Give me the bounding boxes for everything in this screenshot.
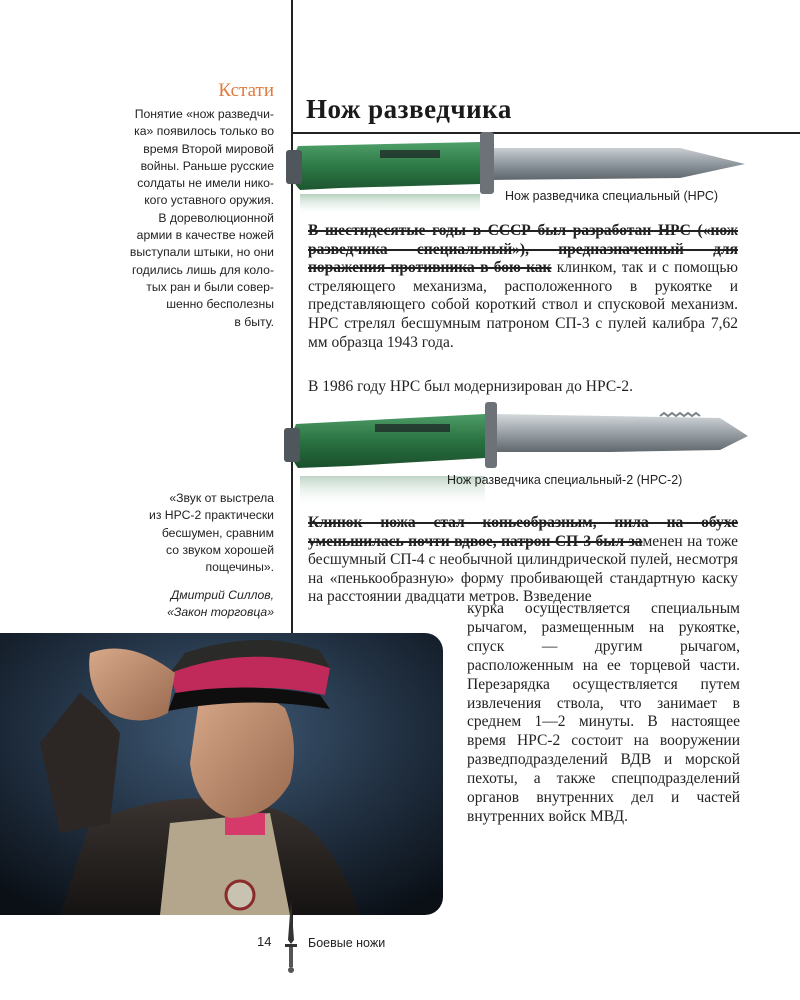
page-title: Нож разведчика [306, 94, 512, 124]
badge [226, 881, 254, 909]
column-divider [291, 0, 293, 635]
running-footer-title: Боевые ножи [308, 936, 386, 950]
pommel [286, 150, 302, 184]
paragraph-intro-rest: клинком, так и с помощью стреляющего механизма, расположенного в рукоятке и представляющего собой короткий ствол и спусковой механизм. НРС стрелял бесшумным патроном СП-3 с пулей калибра 7,62 мм образца 1943 года. [308, 259, 738, 351]
paragraph-nrs2-continued: курка осуществляется специальным рычагом, размещенным на рукоятке, спуск — другим рычагом, расположенным на ее торцевой части. Перезарядка осуществляется путем извлечения ствола, что занимает в среднем 1—2 минуты. В настоящее время НРС-2 состоит на вооружении разведподразделений ВДВ и морской пехоты, а также спецподразделений органов внутренних дел и частей внутренних войск МВД. [467, 600, 740, 825]
sidebar-text: Понятие «нож разведчи- ка» появилось только во время Второй мировой войны. Раньше русские солдаты не имели нико- кого уставного оружия. В дореволюционной армии в качестве ножей выступали штыки, но они годились лишь для коло- тых ран и были совер- шенно бесполезны в быту. [129, 107, 274, 329]
guard [480, 132, 494, 194]
paragraph-nrs2 [308, 514, 738, 607]
paragraph-modernization: В 1986 году НРС был модернизирован до НРС-2. [308, 378, 633, 395]
guard [485, 402, 497, 468]
knife-nrs2-image [280, 400, 750, 510]
knife-nrs-caption: Нож разведчика специальный (НРС) [505, 189, 719, 203]
grip [291, 142, 480, 190]
saw-back [660, 413, 700, 416]
blade [490, 148, 745, 180]
officer-photo [0, 633, 443, 915]
quote-author: Дмитрий Силлов, «Закон торговца» [167, 588, 274, 620]
paragraph-nrs2-rest: менен на тоже бесшумный СП-4 с необычной цилиндрической пулей, несмотря на «пенькообразную» форму пробивающей стандартную каску на расстоянии двадцати метров. Взведение [308, 532, 738, 606]
grip [289, 414, 485, 468]
pull-quote: «Звук от выстрела из НРС-2 практически бесшумен, сравним со звуком хорошей пощечины». [149, 491, 274, 575]
paragraph-intro-lead: В шестидесятые годы в СССР был разработан НРС («нож разведчика специальный»), предназначенный для поражения противника в бою как [308, 222, 738, 277]
sidebar-title: Кстати [218, 80, 274, 101]
knife-nrs-image [280, 128, 750, 218]
pommel [284, 428, 300, 462]
blade [495, 414, 748, 452]
paragraph-nrs2-lead: Клинок ножа стал копьеобразным, пила на обухе уменьшилась почти вдвое, патрон СП-3 был за [308, 514, 738, 550]
knife-nrs2-caption: Нож разведчика специальный-2 (НРС-2) [447, 473, 683, 487]
page-number: 14 [257, 934, 272, 949]
paragraph-intro [308, 222, 738, 352]
dagger-ornament-icon [283, 900, 299, 980]
